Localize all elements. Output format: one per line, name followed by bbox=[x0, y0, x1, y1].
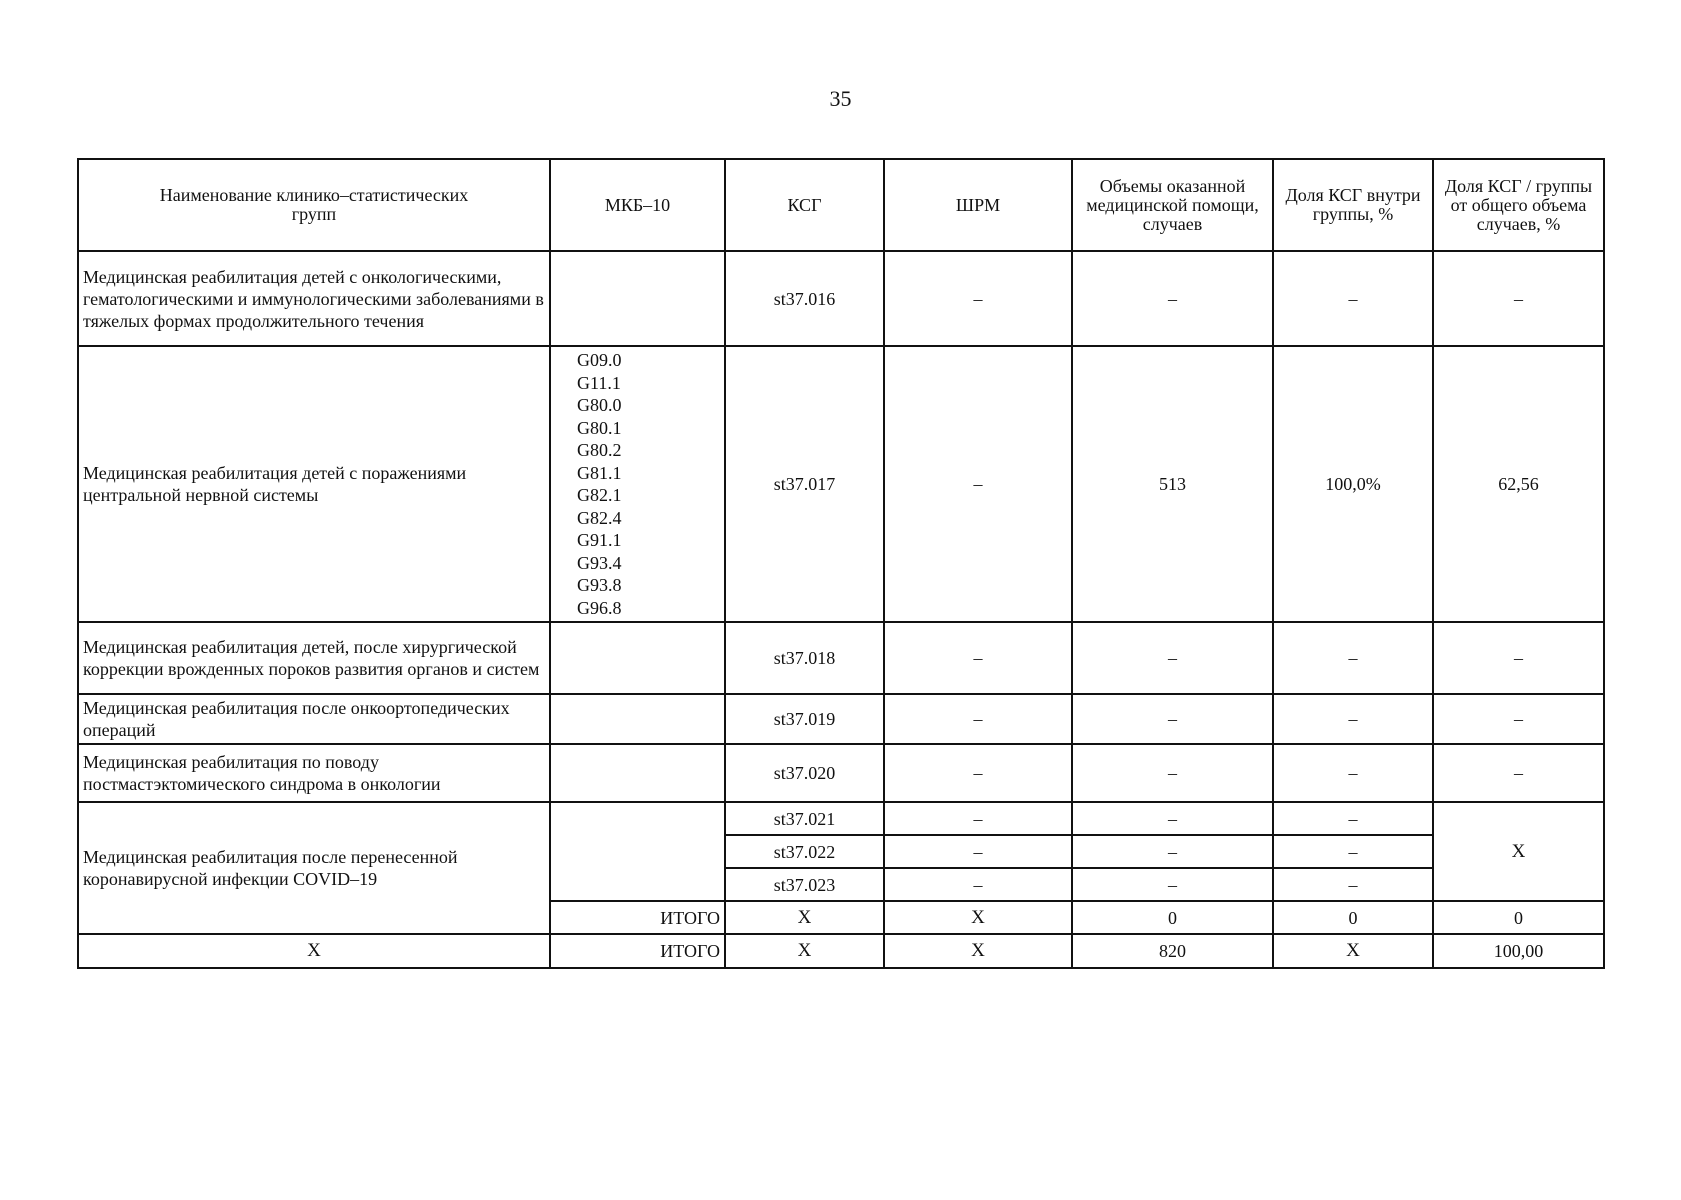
share-total-cell: – bbox=[1433, 251, 1604, 346]
mkb-code: G81.1 bbox=[577, 462, 622, 483]
share-in-group-cell: – bbox=[1273, 251, 1433, 346]
share-in-group-cell: – bbox=[1273, 868, 1433, 901]
mkb-code: G93.4 bbox=[577, 552, 622, 573]
mkb-cell bbox=[550, 622, 725, 694]
header-volume: Объемы оказанной медицинской помощи, случаев bbox=[1072, 159, 1273, 251]
shrm-cell: Х bbox=[884, 934, 1072, 968]
ksg-code: st37.023 bbox=[725, 868, 884, 901]
volume-cell: – bbox=[1072, 694, 1273, 744]
group-name: Медицинская реабилитация детей с онкологическими, гематологическими и иммунологическими заболеваниями в тяжелых формах продолжительного течения bbox=[78, 251, 550, 346]
volume-cell: – bbox=[1072, 868, 1273, 901]
ksg-code: st37.016 bbox=[725, 251, 884, 346]
volume-cell: – bbox=[1072, 251, 1273, 346]
mkb-code: G09.0 bbox=[577, 350, 622, 370]
shrm-cell: – bbox=[884, 251, 1072, 346]
header-mkb: МКБ–10 bbox=[550, 159, 725, 251]
shrm-cell: Х bbox=[884, 901, 1072, 934]
ksg-code: Х bbox=[725, 901, 884, 934]
share-total-cell: – bbox=[1433, 694, 1604, 744]
mkb-code: G91.1 bbox=[577, 530, 622, 550]
header-shrm: ШРМ bbox=[884, 159, 1072, 251]
header-share-total: Доля КСГ / группы от общего объема случаев, % bbox=[1433, 159, 1604, 251]
ksg-table bbox=[77, 158, 1605, 969]
mkb-code: G11.1 bbox=[577, 372, 621, 393]
subtotal-label: ИТОГО bbox=[550, 901, 725, 934]
ksg-code: st37.017 bbox=[725, 346, 884, 622]
volume-cell: – bbox=[1072, 744, 1273, 802]
table-row bbox=[78, 694, 1604, 744]
ksg-code: Х bbox=[725, 934, 884, 968]
volume-cell: – bbox=[1072, 622, 1273, 694]
shrm-cell: – bbox=[884, 802, 1072, 835]
shrm-cell: – bbox=[884, 694, 1072, 744]
mkb-cell bbox=[550, 802, 725, 901]
shrm-cell: – bbox=[884, 744, 1072, 802]
share-in-group-cell: 0 bbox=[1273, 901, 1433, 934]
mkb-code: G93.8 bbox=[577, 575, 622, 595]
header-name: Наименование клинико–статистических групп bbox=[78, 159, 550, 251]
mkb-codes-list bbox=[550, 346, 725, 622]
share-total-cell: 100,00 bbox=[1433, 934, 1604, 968]
share-total-cell: 62,56 bbox=[1433, 346, 1604, 622]
share-total-cell: – bbox=[1433, 622, 1604, 694]
share-in-group-cell: – bbox=[1273, 744, 1433, 802]
page-number: 35 bbox=[829, 86, 852, 111]
group-name: Медицинская реабилитация по поводу постмастэктомического синдрома в онкологии bbox=[78, 744, 550, 802]
share-in-group-cell: – bbox=[1273, 802, 1433, 835]
mkb-code: G80.0 bbox=[577, 395, 622, 415]
shrm-cell: – bbox=[884, 622, 1072, 694]
ksg-code: st37.020 bbox=[725, 744, 884, 802]
share-in-group-cell: – bbox=[1273, 694, 1433, 744]
shrm-cell: – bbox=[884, 868, 1072, 901]
mkb-cell bbox=[550, 251, 725, 346]
shrm-cell: – bbox=[884, 835, 1072, 868]
mkb-code: G82.1 bbox=[577, 485, 622, 505]
mkb-cell bbox=[550, 694, 725, 744]
ksg-code: st37.022 bbox=[725, 835, 884, 868]
share-in-group-cell: – bbox=[1273, 622, 1433, 694]
mkb-code: G96.8 bbox=[577, 597, 622, 618]
grand-total-row bbox=[78, 934, 1604, 968]
share-total-cell: Х bbox=[1433, 802, 1604, 901]
table-row bbox=[78, 251, 1604, 346]
header-ksg: КСГ bbox=[725, 159, 884, 251]
group-name: Медицинская реабилитация детей с поражениями центральной нервной системы bbox=[78, 346, 550, 622]
table-row bbox=[78, 802, 1604, 835]
mkb-cell bbox=[550, 744, 725, 802]
header-share-in-group: Доля КСГ внутри группы, % bbox=[1273, 159, 1433, 251]
volume-cell: – bbox=[1072, 802, 1273, 835]
table-row bbox=[78, 346, 1604, 622]
ksg-code: st37.018 bbox=[725, 622, 884, 694]
mkb-code: G80.2 bbox=[577, 440, 622, 460]
share-total-cell: – bbox=[1433, 744, 1604, 802]
group-name: Медицинская реабилитация после онкоортопедических операций bbox=[78, 694, 550, 744]
group-name: Медицинская реабилитация после перенесенной коронавирусной инфекции COVID–19 bbox=[78, 802, 550, 934]
group-name: Х bbox=[78, 934, 550, 968]
volume-cell: – bbox=[1072, 835, 1273, 868]
table-row bbox=[78, 744, 1604, 802]
share-total-cell: 0 bbox=[1433, 901, 1604, 934]
group-name: Медицинская реабилитация детей, после хирургической коррекции врожденных пороков развития органов и систем bbox=[78, 622, 550, 694]
header-row bbox=[78, 159, 1604, 251]
total-label: ИТОГО bbox=[550, 934, 725, 968]
share-in-group-cell: Х bbox=[1273, 934, 1433, 968]
table-row bbox=[78, 622, 1604, 694]
shrm-cell: – bbox=[884, 346, 1072, 622]
ksg-code: st37.021 bbox=[725, 802, 884, 835]
ksg-code: st37.019 bbox=[725, 694, 884, 744]
share-in-group-cell: – bbox=[1273, 835, 1433, 868]
mkb-code: G80.1 bbox=[577, 417, 622, 438]
volume-cell: 0 bbox=[1072, 901, 1273, 934]
mkb-code: G82.4 bbox=[577, 507, 622, 528]
volume-cell: 513 bbox=[1072, 346, 1273, 622]
volume-cell: 820 bbox=[1072, 934, 1273, 968]
share-in-group-cell: 100,0% bbox=[1273, 346, 1433, 622]
